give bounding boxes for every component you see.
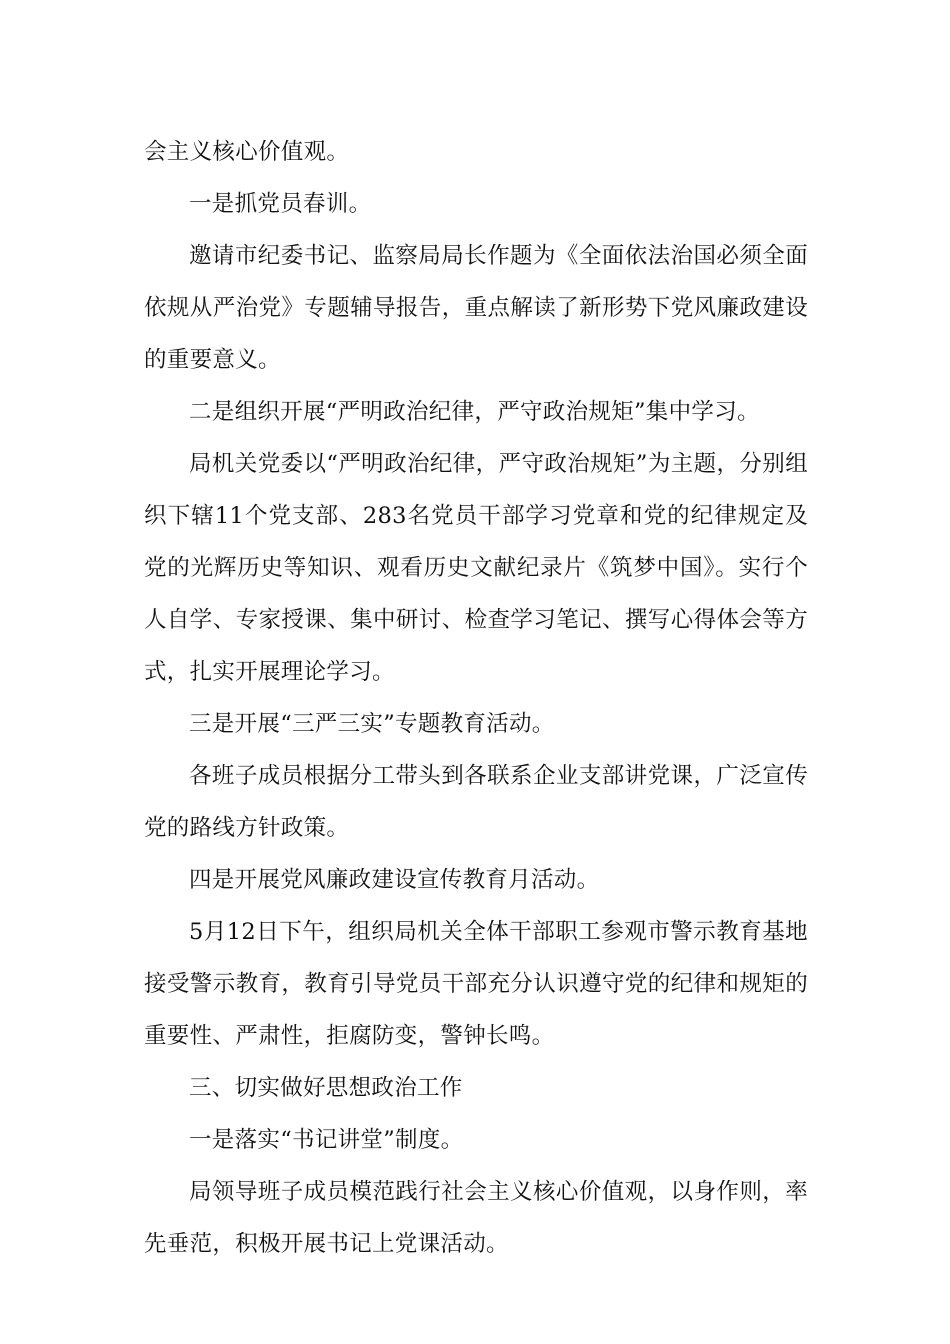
paragraph-heading-spring-training: 一是抓党员春训。 xyxy=(189,191,372,217)
paragraph-body-lecture: 邀请市纪委书记、监察局局长作题为《全面依法治国必须全面依规从严治党》专题辅导报告，重点解读了新形势下党风廉政建设的重要意义。 xyxy=(144,243,808,373)
paragraph-heading-discipline-study: 二是组织开展“严明政治纪律，严守政治规矩”集中学习。 xyxy=(189,399,760,425)
paragraph-body-three-strict: 各班子成员根据分工带头到各联系企业支部讲党课，广泛宣传党的路线方针政策。 xyxy=(144,763,808,841)
section-heading-ideological-work: 三、切实做好思想政治工作 xyxy=(189,1075,463,1101)
document-page xyxy=(144,126,808,1270)
paragraph-body-secretary-lecture: 局领导班子成员模范践行社会主义核心价值观，以身作则，率先垂范，积极开展书记上党课活动。 xyxy=(144,1179,808,1257)
paragraph-body-discipline-study: 局机关党委以“严明政治纪律，严守政治规矩”为主题，分别组织下辖11个党支部、283名党员干部学习党章和党的纪律规定及党的光辉历史等知识、观看历史文献纪录片《筑梦中国》。实行个人自学、专家授课、集中研讨、检查学习笔记、撰写心得体会等方式，扎实开展理论学习。 xyxy=(144,451,808,685)
paragraph-heading-secretary-lecture: 一是落实“书记讲堂”制度。 xyxy=(189,1127,464,1153)
paragraph-heading-three-strict: 三是开展“三严三实”专题教育活动。 xyxy=(189,711,555,737)
paragraph-heading-education-month: 四是开展党风廉政建设宣传教育月活动。 xyxy=(189,867,600,893)
paragraph-continuation: 会主义核心价值观。 xyxy=(144,139,350,165)
paragraph-body-education-month: 5月12日下午，组织局机关全体干部职工参观市警示教育基地接受警示教育，教育引导党员干部充分认识遵守党的纪律和规矩的重要性、严肃性，拒腐防变，警钟长鸣。 xyxy=(144,919,808,1049)
